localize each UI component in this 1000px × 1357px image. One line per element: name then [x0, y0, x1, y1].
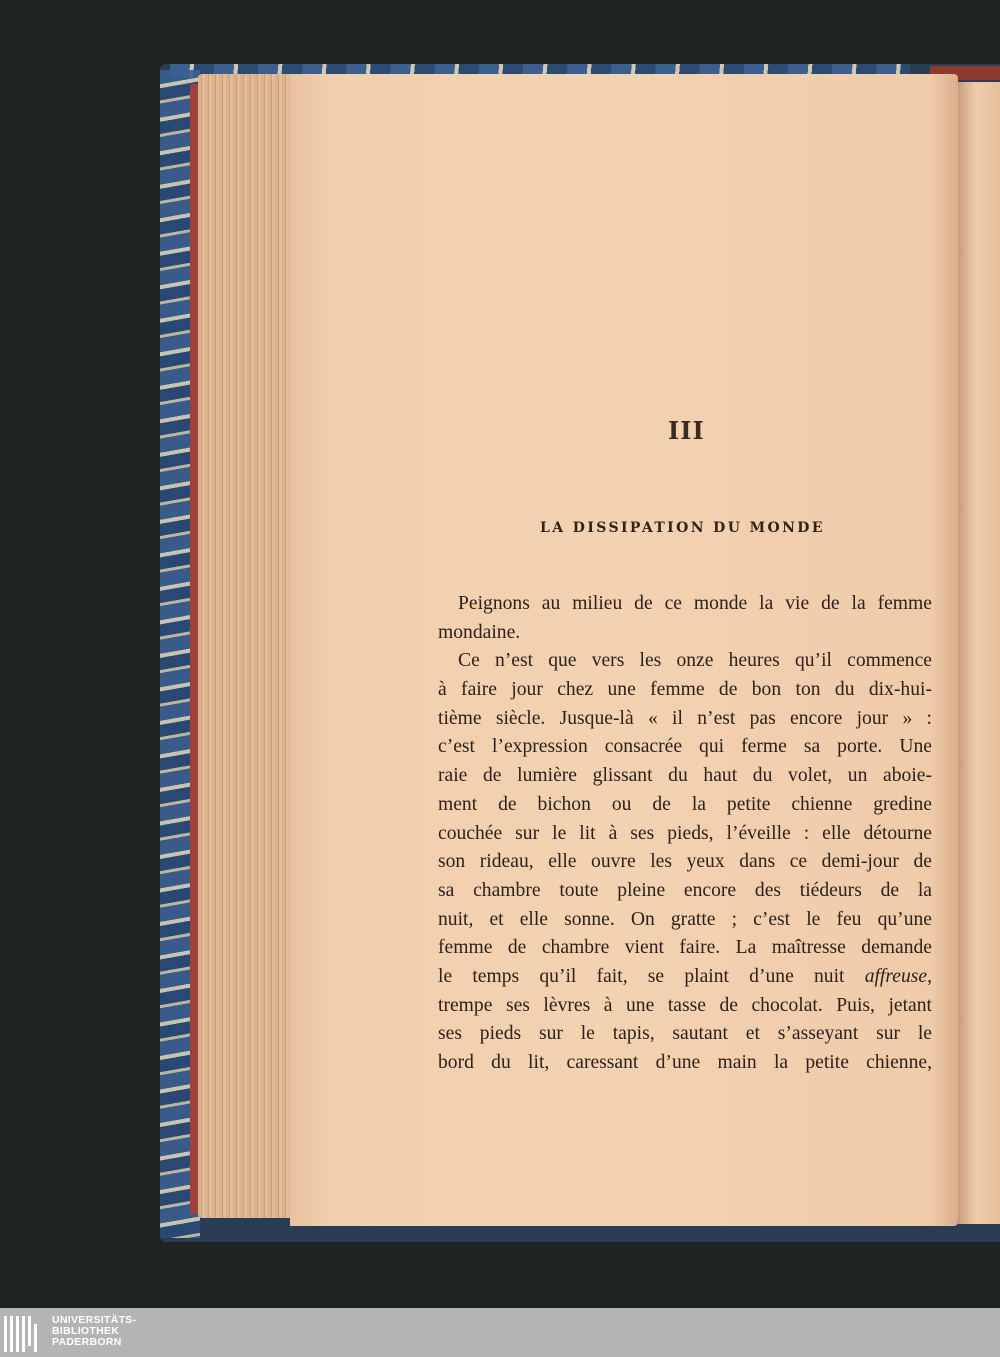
- text-line: couchée sur le lit à ses pieds, l’éveille : elle détourne: [438, 822, 932, 844]
- text-line: raie de lumière glissant du haut du volet, un aboie-: [438, 765, 932, 787]
- logo-line: PADERBORN: [52, 1336, 122, 1348]
- red-page-edge: [190, 84, 198, 1214]
- text-line: Ce n’est que vers les onze heures qu’il commence: [458, 650, 932, 672]
- text-line-italic: [438, 963, 932, 992]
- library-logo-icon: [4, 1316, 44, 1352]
- chapter-title: LA DISSIPATION DU MONDE: [540, 520, 825, 536]
- text-line: à faire jour chez une femme de bon ton du dix-hui-: [438, 679, 932, 701]
- right-page-sliver: [958, 82, 1000, 1224]
- page-stack-edge: [198, 74, 302, 1218]
- text-segment: le temps qu’il fait, se plaint d’une nuit: [438, 965, 865, 987]
- text-line: sa chambre toute pleine encore des tiédeurs de la: [438, 879, 932, 901]
- text-line: tième siècle. Jusque-là « il n’est pas encore jour » :: [438, 707, 932, 729]
- text-line: ses pieds sur le tapis, sautant et s’asseyant sur le: [438, 1023, 932, 1045]
- text-line: bord du lit, caressant d’une main la petite chienne,: [438, 1052, 932, 1073]
- italic-word: affreuse: [864, 965, 928, 987]
- text-line: nuit, et elle sonne. On gratte ; c’est le feu qu’une: [438, 908, 932, 930]
- text-line: c’est l’expression consacrée qui ferme sa porte. Une: [438, 736, 932, 758]
- text-line: trempe ses lèvres à une tasse de chocolat. Puis, jetant: [438, 994, 932, 1016]
- library-logo-text: [52, 1315, 136, 1348]
- text-line: ment de bichon ou de la petite chienne gredine: [438, 793, 932, 815]
- body-text: [438, 590, 932, 1078]
- text-line: Peignons au milieu de ce monde la vie de la femme: [458, 593, 932, 614]
- text-segment: ,: [927, 965, 932, 987]
- text-line: mondaine.: [438, 621, 521, 643]
- logo-line: UNIVERSITÄTS-: [52, 1314, 137, 1326]
- text-line: son rideau, elle ouvre les yeux dans ce demi-jour de: [438, 851, 932, 873]
- text-line: femme de chambre vient faire. La maîtresse demande: [438, 937, 932, 959]
- logo-line: BIBLIOTHEK: [52, 1325, 120, 1337]
- chapter-number: III: [668, 416, 705, 445]
- library-footer: [0, 1308, 1000, 1357]
